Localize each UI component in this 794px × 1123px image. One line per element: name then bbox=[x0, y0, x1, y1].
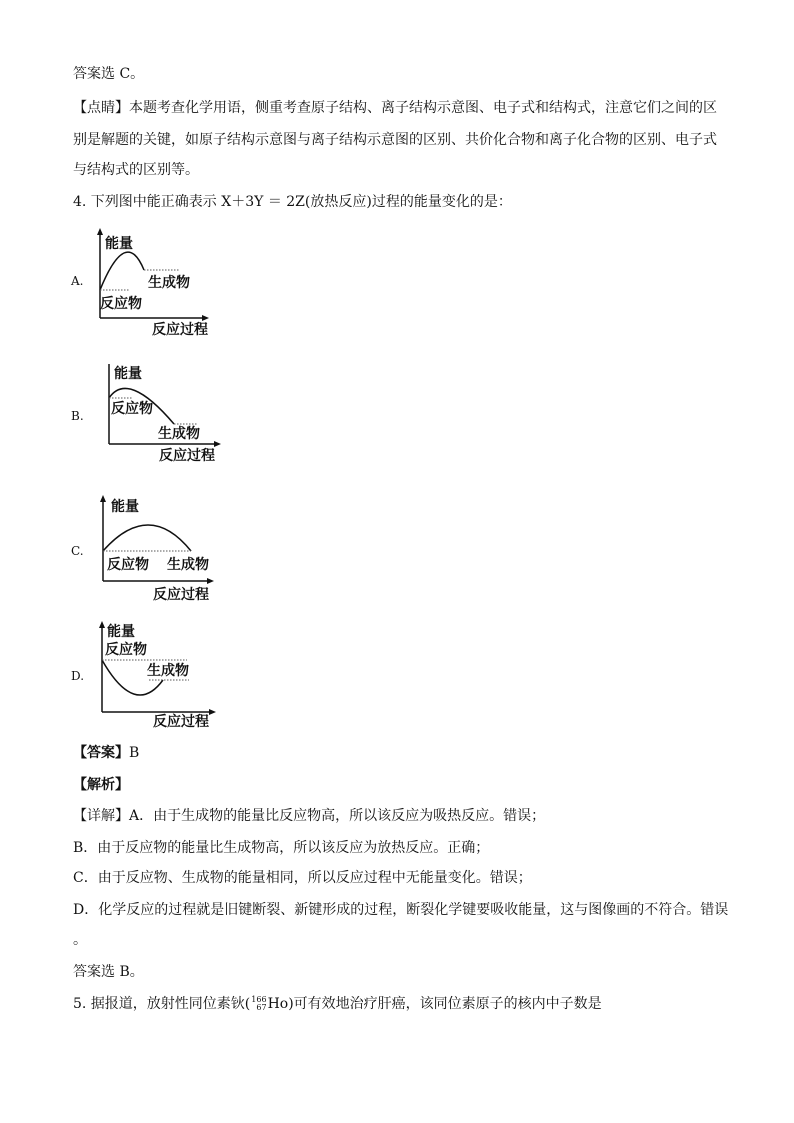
x-axis-arrow-icon bbox=[214, 441, 221, 447]
comment-line-3: 与结构式的区别等。 bbox=[73, 162, 199, 178]
product-label: 生成物 bbox=[148, 275, 190, 291]
detail-c: C．由于反应物、生成物的能量相同，所以反应过程中无能量变化。错误； bbox=[73, 870, 532, 886]
diagram-c bbox=[93, 493, 233, 609]
reactant-label: 反应物 bbox=[111, 401, 153, 417]
x-axis-label: 反应过程 bbox=[153, 587, 209, 603]
detail-label: 【详解】 bbox=[73, 808, 129, 824]
detail-d-end: 。 bbox=[73, 932, 87, 948]
question-4-stem: 4. 下列图中能正确表示 X＋3Y ＝ 2Z(放热反应)过程的能量变化的是： bbox=[73, 194, 512, 210]
y-axis-label: 能量 bbox=[114, 366, 142, 382]
y-axis-arrow-icon bbox=[97, 228, 103, 235]
x-axis-label: 反应过程 bbox=[152, 322, 208, 338]
option-d-label: D. bbox=[71, 669, 85, 683]
product-label: 生成物 bbox=[147, 663, 189, 679]
question-5-stem bbox=[73, 994, 602, 1014]
detail-b: B．由于反应物的能量比生成物高，所以该反应为放热反应。正确； bbox=[73, 840, 490, 856]
final-answer: 答案选 B。 bbox=[73, 964, 144, 980]
y-axis-label: 能量 bbox=[107, 624, 135, 640]
diagram-d bbox=[93, 618, 233, 736]
q5-stem-before: 5. 据报道，放射性同位素钬( bbox=[73, 996, 251, 1012]
atomic-number: 67 bbox=[256, 1003, 267, 1012]
y-axis-arrow-icon bbox=[100, 495, 106, 502]
product-label: 生成物 bbox=[158, 426, 200, 442]
mass-number: 166 bbox=[251, 995, 267, 1004]
x-axis-label: 反应过程 bbox=[159, 448, 215, 464]
element-symbol: Ho bbox=[267, 996, 289, 1012]
answer-value: B bbox=[129, 745, 140, 761]
energy-curve bbox=[103, 525, 191, 551]
detail-line-a bbox=[73, 806, 545, 826]
x-axis-arrow-icon bbox=[207, 578, 214, 584]
diagram-b bbox=[100, 358, 230, 472]
reactant-label: 反应物 bbox=[105, 642, 147, 658]
option-b-label: B. bbox=[71, 409, 84, 423]
reactant-label: 反应物 bbox=[100, 296, 142, 312]
y-axis-arrow-icon bbox=[99, 621, 105, 628]
comment-text-1: 本题考查化学用语，侧重考查原子结构、离子结构示意图、电子式和结构式，注意它们之间的区 bbox=[129, 100, 717, 116]
q5-stem-after: )可有效地治疗肝癌，该同位素原子的核内中子数是 bbox=[288, 996, 602, 1012]
answer-label: 【答案】 bbox=[73, 745, 129, 761]
answer-line bbox=[73, 743, 139, 763]
isotope-notation bbox=[251, 996, 266, 1012]
reactant-label: 反应物 bbox=[107, 557, 149, 573]
detail-d: D．化学反应的过程就是旧键断裂、新键形成的过程，断裂化学键要吸收能量，这与图像画的不符合。错误 bbox=[73, 902, 729, 918]
analysis-label: 【解析】 bbox=[73, 777, 129, 793]
x-axis-arrow-icon bbox=[209, 709, 216, 715]
y-axis-label: 能量 bbox=[111, 499, 139, 515]
diagram-a bbox=[92, 226, 232, 344]
x-axis-arrow-icon bbox=[202, 315, 209, 321]
comment-label: 【点睛】 bbox=[73, 100, 129, 116]
previous-answer: 答案选 C。 bbox=[73, 66, 145, 82]
option-a-label: A. bbox=[71, 274, 84, 288]
comment-line-1 bbox=[73, 98, 717, 118]
comment-line-2: 别是解题的关键，如原子结构示意图与离子结构示意图的区别、共价化合物和离子化合物的区别、电子式 bbox=[73, 132, 717, 148]
detail-a: A．由于生成物的能量比反应物高，所以该反应为吸热反应。错误； bbox=[129, 808, 546, 824]
product-label: 生成物 bbox=[167, 557, 209, 573]
x-axis-label: 反应过程 bbox=[153, 714, 209, 730]
option-c-label: C. bbox=[71, 544, 84, 558]
energy-curve bbox=[100, 252, 144, 290]
y-axis-label: 能量 bbox=[105, 236, 133, 252]
